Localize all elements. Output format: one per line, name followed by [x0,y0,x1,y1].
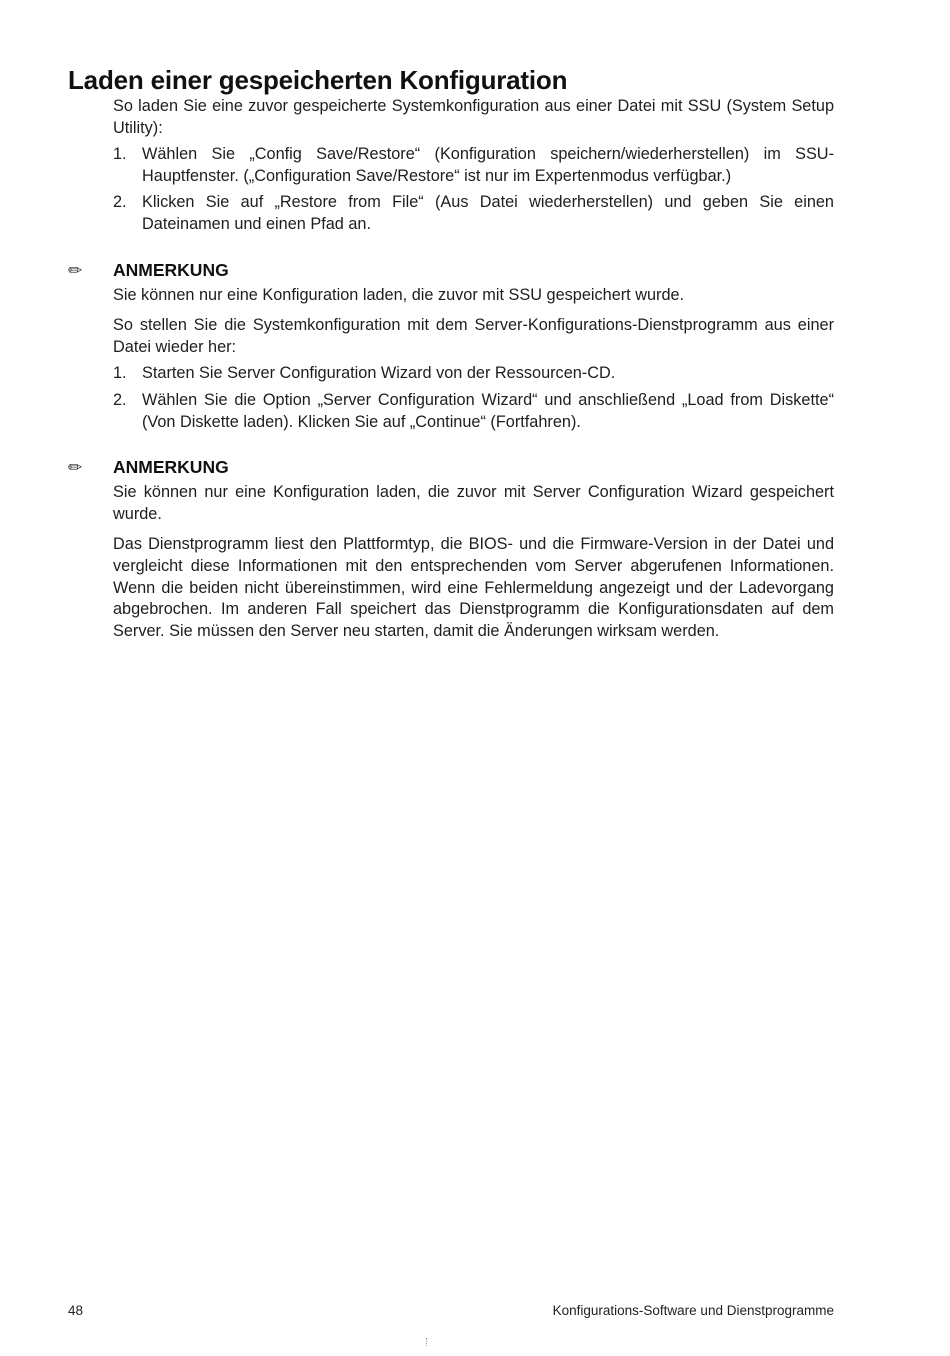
list-item-number: 2. [113,193,127,212]
page-title: Laden einer gespeicherten Konfiguration [68,65,568,95]
steps-list-ssu [113,144,834,235]
page-number: 48 [68,1303,84,1318]
list-item-number: 1. [113,364,127,383]
list-item [113,363,834,385]
section-body [68,96,834,647]
list-item-text: Wählen Sie „Config Save/Restore“ (Konfiguration speichern/wiederherstellen) im SSU-Hauptfenster. („Configuration Save/Restore“ ist nur im Expertenmodus verfügbar.) [142,145,834,185]
chapter-title: Konfigurations-Software und Dienstprogramme [552,1303,834,1318]
pencil-icon: ✏ [68,260,83,280]
note-block [68,259,834,307]
crop-mark [426,1338,428,1346]
list-item-text: Starten Sie Server Configuration Wizard von der Ressourcen-CD. [142,364,616,383]
list-item-number: 2. [113,390,127,409]
note-heading: ANMERKUNG [113,457,229,478]
list-item [113,144,834,187]
list-item [113,390,834,433]
list-item-text: Wählen Sie die Option „Server Configuration Wizard“ und anschließend „Load from Diskette“ (Von Diskette laden). Klicken Sie auf „Continue“ (Fortfahren). [142,390,834,431]
note-text: Sie können nur eine Konfiguration laden, die zuvor mit Server Configuration Wizard gespeichert wurde. [113,483,834,523]
list-item-number: 1. [113,145,127,164]
intro-paragraph: So laden Sie eine zuvor gespeicherte Systemkonfiguration aus einer Datei mit SSU (System Setup Utility): [113,97,834,137]
body-paragraph: So stellen Sie die Systemkonfiguration mit dem Server-Konfigurations-Dienstprogramm aus einer Datei wieder her: [113,316,834,356]
list-item-text: Klicken Sie auf „Restore from File“ (Aus Datei wiederherstellen) und geben Sie einen Dateinamen und einen Pfad an. [142,193,834,233]
note-text: Sie können nur eine Konfiguration laden, die zuvor mit SSU gespeichert wurde. [113,285,685,304]
note-block [68,456,834,525]
list-item [113,192,834,235]
note-heading: ANMERKUNG [113,259,229,280]
steps-list-wizard [113,363,834,433]
pencil-icon: ✏ [68,458,83,478]
body-paragraph: Das Dienstprogramm liest den Plattformtyp, die BIOS- und die Firmware-Version in der Datei und vergleicht diese Informationen mit den entsprechenden vom Server abgerufenen Informationen. Wenn die beiden nicht übereinstimmen, wird eine Fehlermeldung angezeigt und der Ladevorgang abgebrochen. Im anderen Fall speichert das Dienstprogramm die Konfigurationsdaten auf dem Server. Sie müssen den Server neu starten, damit die Änderungen wirksam werden. [113,535,834,640]
